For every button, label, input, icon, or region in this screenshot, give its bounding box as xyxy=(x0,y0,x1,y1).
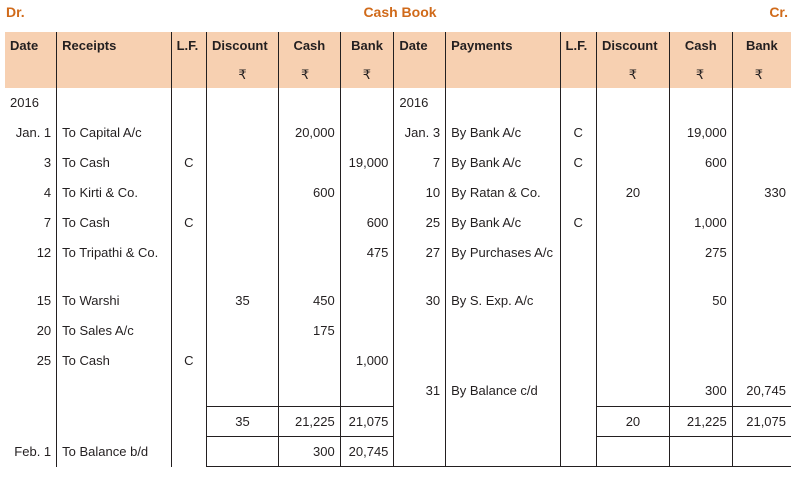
cell-discount-cr xyxy=(596,208,669,238)
cell-bank-cr: 20,745 xyxy=(746,383,786,398)
cell-cash-cr: 19,000 xyxy=(669,118,732,148)
cell-date-dr: 25 xyxy=(5,346,57,376)
cell-cash-cr: 275 xyxy=(669,238,732,286)
cell-bank-cr xyxy=(732,238,791,286)
col-header-date-dr: Date xyxy=(5,32,57,65)
cell-cash-dr: 600 xyxy=(278,178,340,208)
cell-date-cr xyxy=(394,407,446,437)
cell-bank-cr: 330 xyxy=(764,185,786,200)
cell-discount-dr: 35 xyxy=(207,286,279,316)
cell-cash-dr: 300 xyxy=(278,437,340,467)
cell-receipts: To Cash xyxy=(57,208,171,238)
currency-cell xyxy=(5,65,57,88)
cell-lf-cr xyxy=(560,346,596,376)
total-bank-cr: 21,075 xyxy=(732,407,791,437)
cell-date-dr: 7 xyxy=(5,208,57,238)
col-header-date-cr: Date xyxy=(394,32,446,65)
cell-cash-cr xyxy=(669,437,732,467)
cell-date-cr: 30 xyxy=(394,286,446,316)
cell-cash-dr xyxy=(278,238,340,286)
cell-date-cr: 7 xyxy=(394,148,446,178)
cell-payments: By Balance c/d xyxy=(446,376,560,407)
cell-discount-dr xyxy=(207,208,279,238)
title-bar xyxy=(0,0,800,30)
cell-lf-dr: C xyxy=(171,148,206,178)
cell-date-dr: Feb. 1 xyxy=(5,437,57,467)
cell-discount-cr xyxy=(596,238,669,286)
rupee-symbol: ₹ xyxy=(669,65,732,88)
ledger-row xyxy=(5,316,791,346)
cell-bank-dr: 20,745 xyxy=(340,437,394,467)
cell-receipts: To Kirti & Co. xyxy=(57,178,171,208)
cell-lf-cr xyxy=(560,286,596,316)
cell-receipts xyxy=(57,88,171,118)
cell-payments: By S. Exp. A/c xyxy=(446,286,560,316)
cell-discount-dr xyxy=(207,148,279,178)
cell-receipts: To Tripathi & Co. xyxy=(57,238,171,286)
cell-payments: By Ratan & Co. xyxy=(446,178,560,208)
cell-cash-cr xyxy=(669,316,732,346)
ledger-row xyxy=(5,346,791,376)
cell-date-cr xyxy=(394,437,446,467)
cell-bank-cr xyxy=(732,88,791,118)
ledger-row xyxy=(5,208,791,238)
cell-cash-cr xyxy=(669,346,732,376)
cell-lf-cr: C xyxy=(560,148,596,178)
cell-payments: By Bank A/c xyxy=(446,148,560,178)
cell-cash-dr xyxy=(278,346,340,376)
ledger-row xyxy=(5,88,791,118)
cell-discount-cr xyxy=(596,316,669,346)
currency-cell xyxy=(446,65,560,88)
rupee-symbol: ₹ xyxy=(278,65,340,88)
cell-receipts xyxy=(57,407,171,437)
cell-lf-dr: C xyxy=(171,208,206,238)
cell-date-dr: 3 xyxy=(5,148,57,178)
cell-date-dr: 15 xyxy=(5,286,57,316)
cell-date-cr: 2016 xyxy=(394,88,446,118)
cell-cash-cr: 600 xyxy=(669,148,732,178)
cell-cash-dr: 175 xyxy=(278,316,340,346)
cell-date-dr xyxy=(5,376,57,407)
balance-bd-row xyxy=(5,437,791,467)
cell-date-dr: 12 xyxy=(5,238,57,286)
cell-lf-dr xyxy=(171,437,206,467)
total-discount-cr: 20 xyxy=(596,407,669,437)
col-header-cash-cr: Cash xyxy=(669,32,732,65)
cell-bank-cr xyxy=(732,208,791,238)
cell-bank-dr xyxy=(340,286,394,316)
cell-payments xyxy=(446,316,560,346)
cash-book-title: Cash Book xyxy=(363,4,437,20)
cell-date-cr: 31 xyxy=(394,376,446,407)
cell-cash-cr: 50 xyxy=(669,286,732,316)
col-header-lf-dr: L.F. xyxy=(171,32,206,65)
cell-bank-cr xyxy=(732,118,791,148)
col-header-lf-cr: L.F. xyxy=(560,32,596,65)
total-cash-dr: 21,225 xyxy=(278,407,340,437)
cell-discount-cr xyxy=(596,346,669,376)
cell-bank-cr xyxy=(732,346,791,376)
cell-payments xyxy=(446,407,560,437)
cell-date-dr: 2016 xyxy=(5,88,57,118)
cell-discount-dr xyxy=(207,238,279,286)
cell-payments: By Purchases A/c xyxy=(446,238,560,286)
cell-lf-dr xyxy=(171,286,206,316)
ledger-row xyxy=(5,178,791,208)
col-header-bank-dr: Bank xyxy=(340,32,394,65)
ledger-row xyxy=(5,148,791,178)
cell-discount-dr xyxy=(207,376,279,407)
currency-row xyxy=(5,65,791,88)
cell-discount-dr xyxy=(207,316,279,346)
cell-bank-cr xyxy=(732,148,791,178)
cell-lf-cr: C xyxy=(560,118,596,148)
ledger-row xyxy=(5,238,791,286)
total-discount-dr: 35 xyxy=(207,407,279,437)
total-bank-dr: 21,075 xyxy=(340,407,394,437)
header-row xyxy=(5,32,791,65)
cell-discount-cr xyxy=(596,376,669,407)
cell-cash-cr: 300 xyxy=(669,376,732,407)
cell-discount-cr xyxy=(596,286,669,316)
cell-receipts: To Balance b/d xyxy=(57,437,171,467)
cell-date-cr xyxy=(394,346,446,376)
cell-receipts: To Cash xyxy=(57,148,171,178)
cell-discount-cr: 20 xyxy=(596,178,669,208)
cell-discount-dr xyxy=(207,118,279,148)
cell-lf-cr xyxy=(560,437,596,467)
cell-date-dr: 4 xyxy=(5,178,57,208)
cell-bank-dr xyxy=(340,178,394,208)
cell-bank-dr xyxy=(340,88,394,118)
cell-discount-dr xyxy=(207,346,279,376)
cell-payments: By Bank A/c xyxy=(446,118,560,148)
cell-bank-dr: 600 xyxy=(340,208,394,238)
cell-bank-cr xyxy=(732,286,791,316)
cell-cash-cr xyxy=(669,178,732,208)
cell-lf-dr xyxy=(171,118,206,148)
cell-cash-dr xyxy=(278,376,340,407)
cell-receipts: To Capital A/c xyxy=(57,118,171,148)
cell-date-cr: 25 xyxy=(394,208,446,238)
cell-lf-dr xyxy=(171,88,206,118)
col-header-bank-cr: Bank xyxy=(732,32,791,65)
cell-cash-dr xyxy=(278,148,340,178)
total-cash-cr: 21,225 xyxy=(669,407,732,437)
credit-label: Cr. xyxy=(769,4,788,20)
cell-bank-dr: 1,000 xyxy=(340,346,394,376)
cell-date-cr: 10 xyxy=(394,178,446,208)
cash-book-table xyxy=(5,32,791,467)
cell-receipts: To Cash xyxy=(57,346,171,376)
cell-lf-dr xyxy=(171,238,206,286)
cell-lf-dr xyxy=(171,316,206,346)
cell-payments xyxy=(446,437,560,467)
cell-payments xyxy=(446,88,560,118)
cell-date-dr: 20 xyxy=(5,316,57,346)
rupee-symbol: ₹ xyxy=(340,65,394,88)
cell-date-cr: 27 xyxy=(394,238,446,286)
col-header-payments: Payments xyxy=(446,32,560,65)
cell-payments xyxy=(446,346,560,376)
ledger-row xyxy=(5,286,791,316)
cell-discount-cr xyxy=(596,148,669,178)
ledger-row xyxy=(5,118,791,148)
cell-lf-dr xyxy=(171,376,206,407)
rupee-symbol: ₹ xyxy=(732,65,791,88)
cell-cash-dr: 20,000 xyxy=(278,118,340,148)
totals-row xyxy=(5,407,791,437)
cell-receipts: To Warshi xyxy=(57,286,171,316)
cell-bank-dr xyxy=(340,376,394,407)
cell-discount-cr xyxy=(596,118,669,148)
currency-cell xyxy=(560,65,596,88)
cell-bank-cr xyxy=(732,437,791,467)
cell-lf-cr xyxy=(560,316,596,346)
cell-lf-cr xyxy=(560,407,596,437)
cell-cash-cr: 1,000 xyxy=(669,208,732,238)
col-header-discount-dr: Discount xyxy=(207,32,279,65)
cell-payments: By Bank A/c xyxy=(446,208,560,238)
cell-lf-dr: C xyxy=(171,346,206,376)
cell-lf-dr xyxy=(171,407,206,437)
cell-lf-dr xyxy=(171,178,206,208)
cell-lf-cr xyxy=(560,238,596,286)
cell-discount-dr xyxy=(207,88,279,118)
cell-date-cr xyxy=(394,316,446,346)
rupee-symbol: ₹ xyxy=(596,65,669,88)
cell-lf-cr xyxy=(560,376,596,407)
cell-date-dr: Jan. 1 xyxy=(5,118,57,148)
cell-discount-dr xyxy=(207,437,279,467)
cell-date-dr xyxy=(5,407,57,437)
cell-bank-dr xyxy=(340,316,394,346)
cell-cash-dr xyxy=(278,88,340,118)
cell-date-cr: Jan. 3 xyxy=(394,118,446,148)
col-header-cash-dr: Cash xyxy=(278,32,340,65)
col-header-discount-cr: Discount xyxy=(596,32,669,65)
cell-cash-dr xyxy=(278,208,340,238)
cell-cash-dr: 450 xyxy=(278,286,340,316)
currency-cell xyxy=(57,65,171,88)
cell-discount-dr xyxy=(207,178,279,208)
ledger-row xyxy=(5,376,791,407)
cell-receipts: To Sales A/c xyxy=(57,316,171,346)
col-header-receipts: Receipts xyxy=(57,32,171,65)
cell-discount-cr xyxy=(596,88,669,118)
cell-discount-cr xyxy=(596,437,669,467)
cell-lf-cr xyxy=(560,178,596,208)
cell-cash-cr xyxy=(669,88,732,118)
rupee-symbol: ₹ xyxy=(207,65,279,88)
cell-bank-dr xyxy=(340,118,394,148)
debit-label: Dr. xyxy=(6,4,25,20)
cell-bank-dr: 475 xyxy=(340,238,394,286)
cell-lf-cr xyxy=(560,88,596,118)
cell-bank-dr: 19,000 xyxy=(340,148,394,178)
cell-bank-cr xyxy=(732,316,791,346)
currency-cell xyxy=(394,65,446,88)
cell-receipts xyxy=(57,376,171,407)
cell-lf-cr: C xyxy=(560,208,596,238)
currency-cell xyxy=(171,65,206,88)
